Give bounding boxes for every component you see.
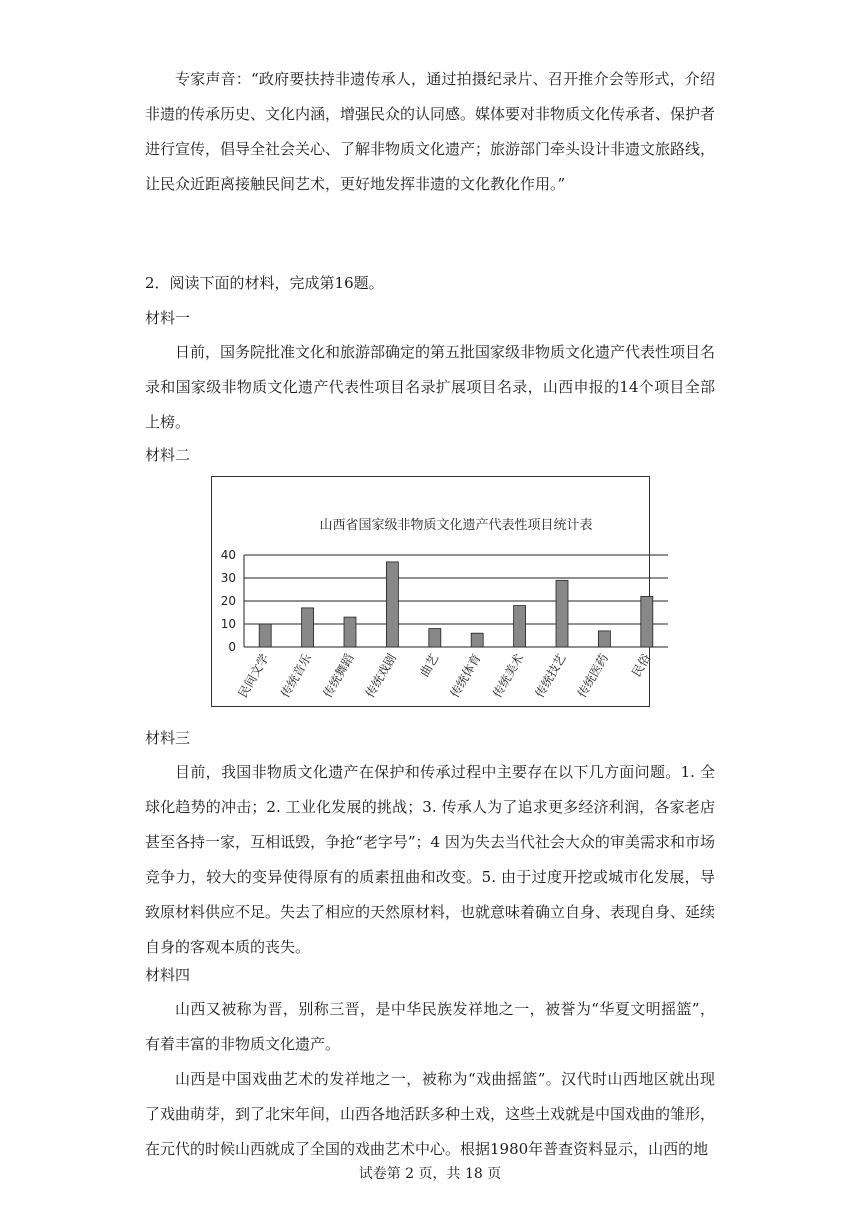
x-tick-label-曲艺: 曲艺 xyxy=(417,651,442,680)
material1-title: 材料一 xyxy=(145,309,191,327)
x-tick-label-传统音乐: 传统音乐 xyxy=(278,651,315,701)
bar-传统医药 xyxy=(598,631,610,647)
bar-传统舞蹈 xyxy=(344,617,356,647)
x-tick-label-传统技艺: 传统技艺 xyxy=(532,651,569,701)
bar-曲艺 xyxy=(429,629,441,647)
bar-传统体育 xyxy=(471,633,483,647)
y-tick-label-0: 0 xyxy=(228,640,236,654)
expert-voice-paragraph: 专家声音：“政府要扶持非遗传承人，通过拍摄纪录片、召开推介会等形式，介绍非遗的传承历史、文化内涵，增强民众的认同感。媒体要对非物质文化传承者、保护者进行宣传，倡导全社会关心、了解非物质文化遗产；旅游部门牵头设计非遗文旅路线，让民众近距离接触民间艺术，更好地发挥非遗的文化教化作用。” xyxy=(145,70,716,193)
bar-民俗 xyxy=(641,596,653,647)
x-tick-label-传统戏剧: 传统戏剧 xyxy=(362,651,399,701)
bar-传统技艺 xyxy=(556,580,568,647)
page-footer: 试卷第 2 页，共 18 页 xyxy=(358,1166,502,1182)
bar-chart xyxy=(211,476,654,707)
x-tick-label-民俗: 民俗 xyxy=(629,651,654,680)
bar-传统戏剧 xyxy=(386,562,398,647)
y-tick-label-10: 10 xyxy=(220,617,236,631)
x-tick-label-传统医药: 传统医药 xyxy=(574,651,611,701)
bar-民间文学 xyxy=(259,624,271,647)
x-tick-label-传统美术: 传统美术 xyxy=(490,651,527,701)
material3-paragraph: 目前，我国非物质文化遗产在保护和传承过程中主要存在以下几方面问题。1. 全球化趋势的冲击；2. 工业化发展的挑战；3. 传承人为了追求更多经济利润，各家老店甚至各持一家，互相诋毁，争抢“老字号”；4 因为失去当代社会大众的审美需求和市场竞争力，较大的变异使得原有的质素扭曲和改变。5. 由于过度开挖或城市化发展，导致原材料供应不足。失去了相应的天然原材料，也就意味着确立自身、表现自身、延续自身的客观本质的丧失。 xyxy=(145,763,716,956)
material4-title: 材料四 xyxy=(145,966,191,984)
bar-chart-svg xyxy=(212,477,654,706)
x-tick-label-传统舞蹈: 传统舞蹈 xyxy=(320,651,357,701)
material1-paragraph: 日前，国务院批准文化和旅游部确定的第五批国家级非物质文化遗产代表性项目名录和国家级非物质文化遗产代表性项目名录扩展项目名录，山西申报的14个项目全部上榜。 xyxy=(145,343,716,431)
question-heading: 2．阅读下面的材料，完成第16题。 xyxy=(145,274,384,292)
y-tick-label-30: 30 xyxy=(220,571,236,585)
bar-传统美术 xyxy=(514,606,526,647)
y-tick-label-40: 40 xyxy=(220,548,236,562)
x-tick-label-民间文学: 民间文学 xyxy=(235,651,272,701)
material2-title: 材料二 xyxy=(145,446,191,464)
chart-title: 山西省国家级非物质文化遗产代表性项目统计表 xyxy=(319,518,593,533)
y-tick-label-20: 20 xyxy=(220,594,236,608)
material4-paragraph-2: 山西是中国戏曲艺术的发祥地之一，被称为“戏曲摇篮”。汉代时山西地区就出现了戏曲萌芽，到了北宋年间，山西各地活跃多种土戏，这些土戏就是中国戏曲的雏形，在元代的时候山西就成了全国的戏曲艺术中心。根据1980年普查资料显示，山西的地 xyxy=(145,1070,716,1158)
bar-传统音乐 xyxy=(302,608,314,647)
material4-paragraph-1: 山西又被称为晋，别称三晋，是中华民族发祥地之一，被誉为“华夏文明摇篮”，有着丰富的非物质文化遗产。 xyxy=(145,1000,715,1053)
material3-title: 材料三 xyxy=(145,729,191,747)
x-tick-label-传统体育: 传统体育 xyxy=(447,651,484,701)
